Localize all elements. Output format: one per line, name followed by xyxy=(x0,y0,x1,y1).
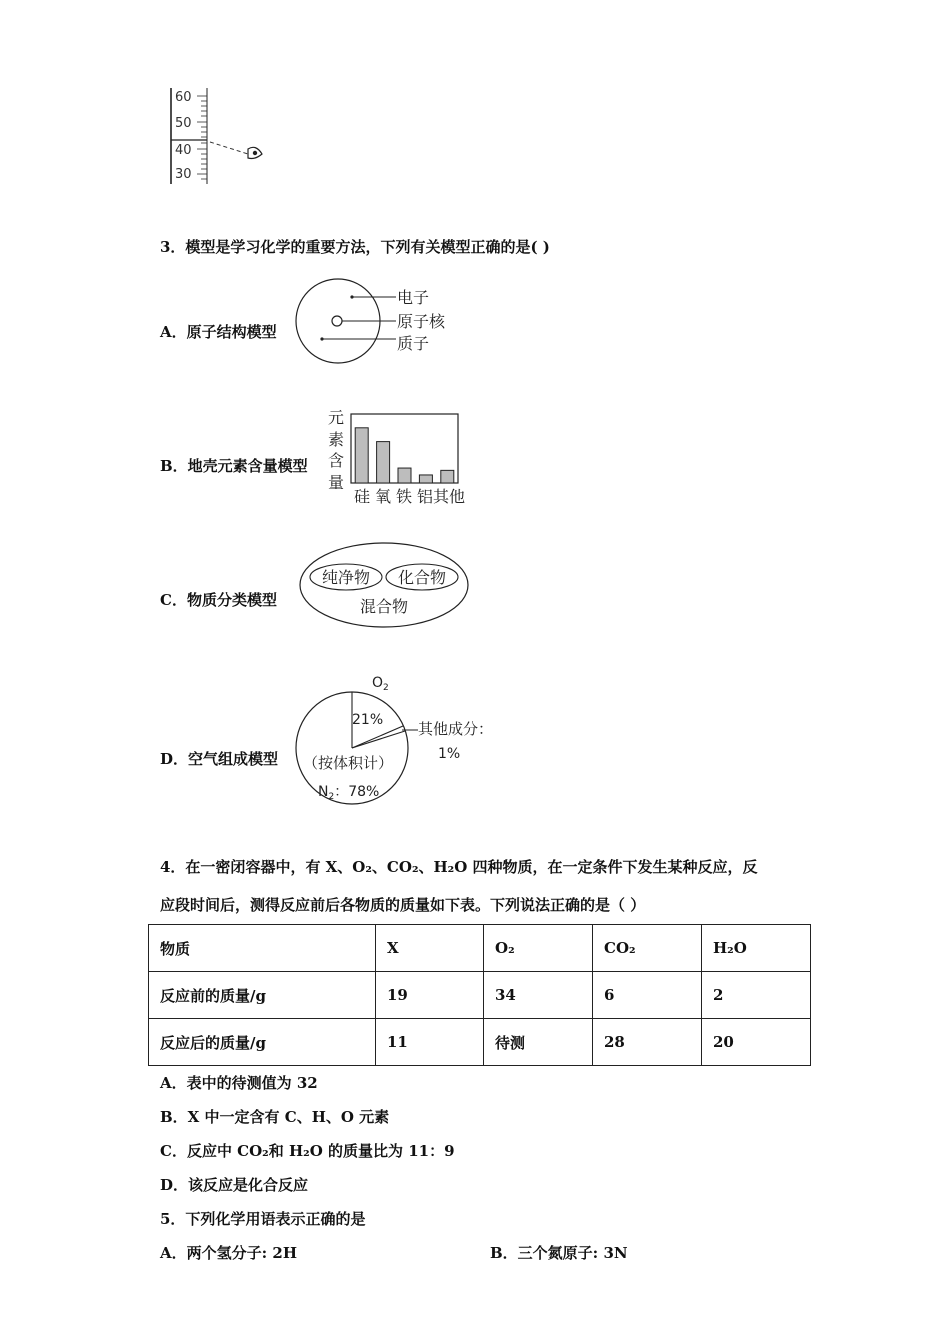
bar-1 xyxy=(355,428,368,483)
chart-ylabel-char-4: 量 xyxy=(328,473,345,492)
table-cell: 19 xyxy=(376,972,484,1019)
svg-text:N2：78% xyxy=(318,784,379,802)
pie-sector-line-others-b xyxy=(352,731,405,748)
air-composition-pie-figure xyxy=(288,668,508,818)
crust-element-bar-chart xyxy=(325,402,475,506)
table-header-row xyxy=(149,925,811,972)
compound-label: 化合物 xyxy=(397,568,447,587)
o2-percent: 21% xyxy=(352,712,384,728)
pure-substance-label: 纯净物 xyxy=(321,568,371,587)
cylinder-tick-30: 30 xyxy=(175,167,192,182)
table-cell: 28 xyxy=(593,1019,702,1066)
n2-percent: ：78% xyxy=(334,784,380,800)
chart-ylabel-char-1: 元 xyxy=(328,408,345,427)
chart-ylabel-char-2: 素 xyxy=(328,430,345,449)
chart-category-label-1: 硅 xyxy=(353,487,371,506)
pie-sector-line-others-a xyxy=(352,726,403,748)
table-header-cell: O₂ xyxy=(484,925,593,972)
electron-label: 电子 xyxy=(397,288,430,307)
chart-category-label-5: 其他 xyxy=(432,487,466,506)
q3-option-a-label[interactable]: A．原子结构模型 xyxy=(160,323,277,341)
q4-option-d[interactable]: D．该反应是化合反应 xyxy=(160,1176,309,1194)
svg-text:O2 xyxy=(372,675,389,693)
q3-option-b-label[interactable]: B．地壳元素含量模型 xyxy=(160,457,308,475)
q3-stem: 3．模型是学习化学的重要方法，下列有关模型正确的是( ) xyxy=(160,238,550,256)
mass-table xyxy=(148,924,811,1066)
cylinder-tick-60: 60 xyxy=(175,90,192,105)
table-cell: 2 xyxy=(702,972,811,1019)
mixture-label: 混合物 xyxy=(359,597,409,616)
q4-stem-line1: 4．在一密闭容器中，有 X、O₂、CO₂、H₂O 四种物质，在一定条件下发生某种反应，反 xyxy=(160,858,758,876)
q4-stem-line2: 应段时间后，测得反应前后各物质的质量如下表。下列说法正确的是（ ） xyxy=(160,896,646,914)
table-cell: 11 xyxy=(376,1019,484,1066)
n2-label: N xyxy=(318,784,329,800)
q5-option-a[interactable]: A．两个氢分子: 2H xyxy=(160,1244,298,1262)
nucleus-circle xyxy=(332,316,342,326)
bar-3 xyxy=(398,468,411,483)
cylinder-tick-40: 40 xyxy=(175,143,192,158)
o2-label: O xyxy=(372,675,384,691)
table-header-cell: CO₂ xyxy=(593,925,702,972)
table-cell: 待测 xyxy=(484,1019,593,1066)
q5-option-b[interactable]: B．三个氮原子: 3N xyxy=(490,1244,628,1262)
table-cell: 6 xyxy=(593,972,702,1019)
eye-icon xyxy=(248,147,262,158)
nucleus-label: 原子核 xyxy=(397,312,446,331)
table-row xyxy=(149,972,811,1019)
n2-subscript: 2 xyxy=(328,792,335,802)
q4-option-a[interactable]: A．表中的待测值为 32 xyxy=(160,1074,318,1092)
table-header-cell: X xyxy=(376,925,484,972)
classification-figure xyxy=(298,542,478,630)
table-cell: 反应后的质量/g xyxy=(149,1019,376,1066)
bar-4 xyxy=(419,475,432,483)
atom-structure-figure xyxy=(290,276,460,366)
table-cell: 20 xyxy=(702,1019,811,1066)
chart-ylabel-char-3: 含 xyxy=(328,451,345,470)
table-header-cell: 物质 xyxy=(149,925,376,972)
proton-label: 质子 xyxy=(397,334,430,353)
q5-stem: 5．下列化学用语表示正确的是 xyxy=(160,1210,366,1228)
bar-2 xyxy=(377,442,390,483)
pie-note: （按体积计） xyxy=(302,754,394,772)
table-header-cell: H₂O xyxy=(702,925,811,972)
others-percent: 1% xyxy=(438,746,461,762)
bar-5 xyxy=(441,470,454,483)
chart-category-label-2: 氧 xyxy=(374,487,392,506)
chart-category-label-4: 铝 xyxy=(416,487,434,506)
q4-option-c[interactable]: C．反应中 CO₂和 H₂O 的质量比为 11：9 xyxy=(160,1142,455,1160)
graduated-cylinder-figure xyxy=(160,82,270,192)
table-cell: 反应前的质量/g xyxy=(149,972,376,1019)
q3-option-d-label[interactable]: D．空气组成模型 xyxy=(160,750,279,768)
cylinder-tick-50: 50 xyxy=(175,116,192,131)
table-cell: 34 xyxy=(484,972,593,1019)
q4-option-b[interactable]: B．X 中一定含有 C、H、O 元素 xyxy=(160,1108,390,1126)
o2-subscript: 2 xyxy=(383,683,389,693)
others-label: 其他成分： xyxy=(418,720,494,738)
q3-option-c-label[interactable]: C．物质分类模型 xyxy=(160,591,277,609)
table-row xyxy=(149,1019,811,1066)
chart-category-label-3: 铁 xyxy=(395,487,413,506)
